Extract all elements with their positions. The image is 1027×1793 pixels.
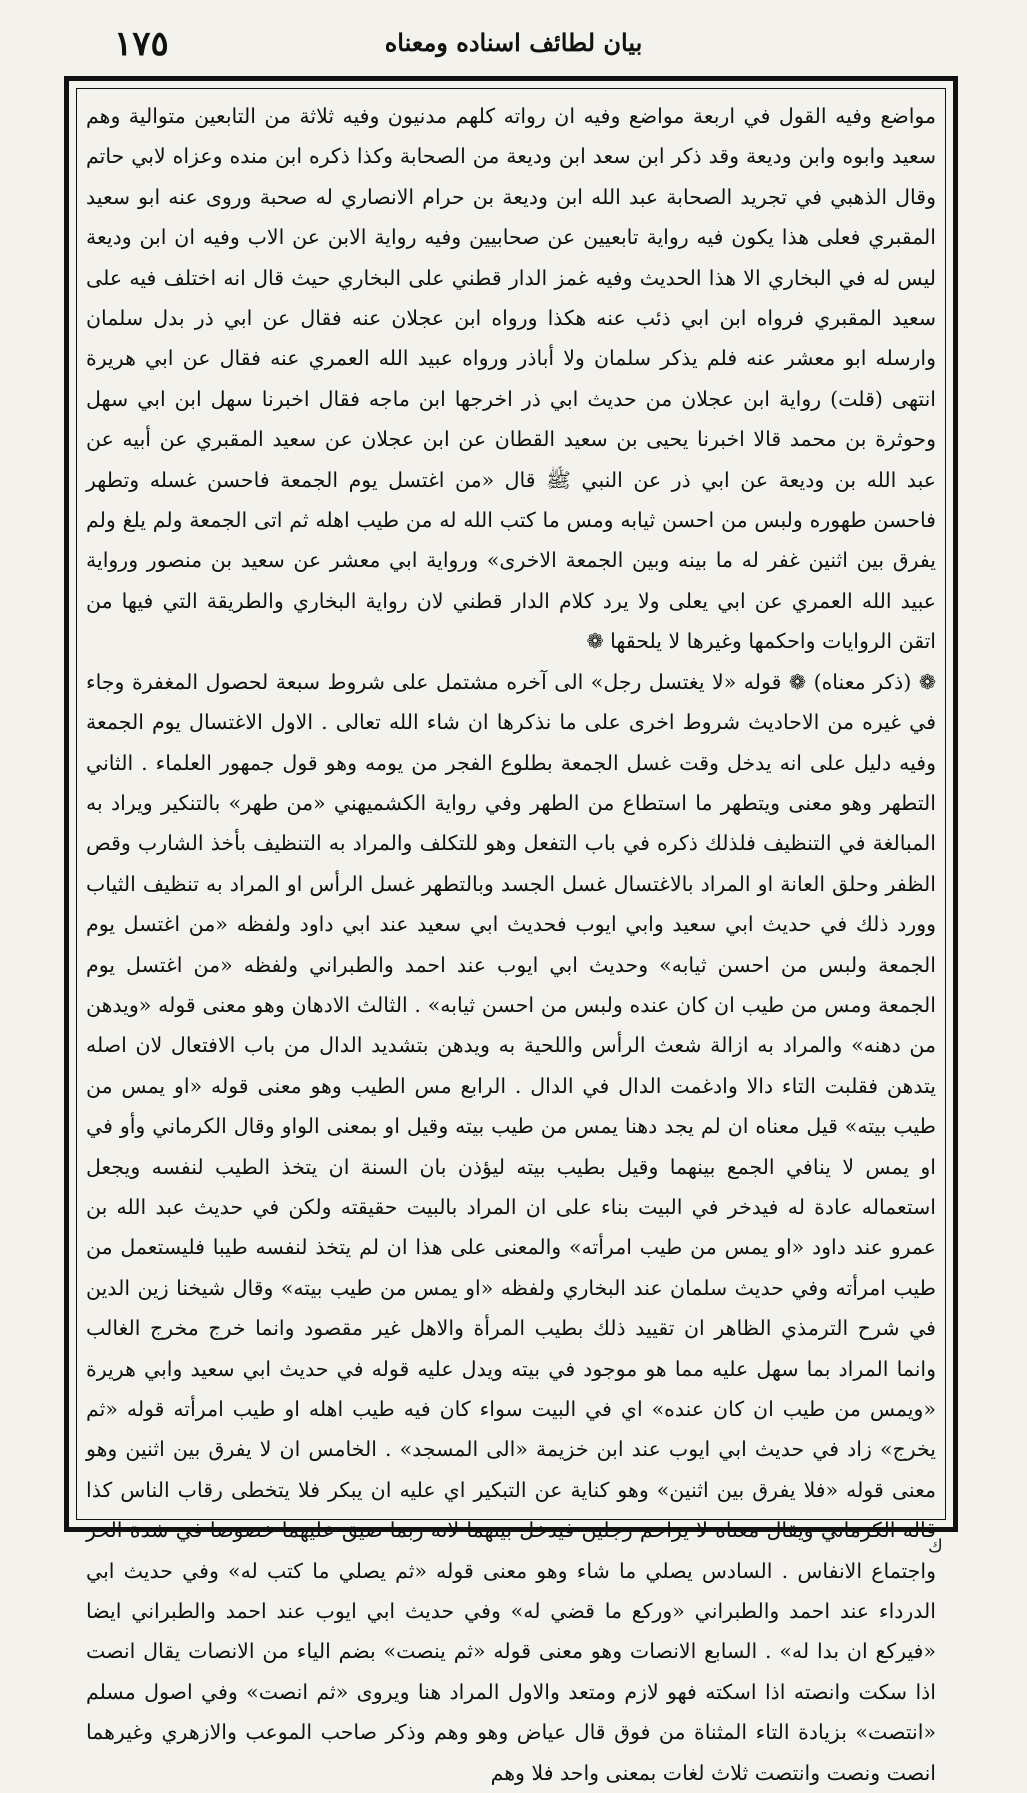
page-header (60, 14, 967, 76)
running-title: بيان لطائف اسناده ومعناه (384, 28, 643, 57)
paragraph-meaning: ❁ (ذكر معناه) ❁ قوله «لا يغتسل رجل» الى آخره مشتمل على شروط سبعة لحصول المغفرة وجاء في غيره من الاحاديث شروط اخرى على ما نذكرها ان شاء الله تعالى . الاول الاغتسال يوم الجمعة وفيه دليل على انه يدخل وقت غسل الجمعة بطلوع الفجر من يومه وهو قول جمهور العلماء . الثاني التطهر وهو معنى ويتطهر ما استطاع من الطهر وفي رواية الكشميهني «من طهر» بالتنكير ويراد به المبالغة في التنظيف فلذلك ذكره في باب التفعل وهو للتكلف والمراد به التنظيف بأخذ الشارب وقص الظفر وحلق العانة او المراد بالاغتسال غسل الجسد وبالتطهر غسل الرأس او المراد به تنظيف الثياب وورد ذلك في حديث ابي سعيد وابي ايوب فحديث ابي سعيد عند ابي داود ولفظه «من اغتسل يوم الجمعة ولبس من احسن ثيابه» وحديث ابي ايوب عند احمد والطبراني ولفظه «من اغتسل يوم الجمعة ومس من طيب ان كان عنده ولبس من احسن ثيابه» . الثالث الادهان وهو معنى قوله «ويدهن من دهنه» والمراد به ازالة شعث الرأس واللحية به ويدهن بتشديد الدال من باب الافتعال لان اصله يتدهن فقلبت التاء دالا وادغمت الدال في الدال . الرابع مس الطيب وهو معنى قوله «او يمس من طيب بيته» قيل معناه ان لم يجد دهنا يمس من طيب بيته وقيل او بمعنى الواو وقال الكرماني وأو في او يمس لا ينافي الجمع بينهما وقيل بطيب بيته ليؤذن بان السنة ان يتخذ الطيب لنفسه ويجعل استعماله عادة له فيدخر في البيت بناء على ان المراد بالبيت حقيقته ولكن في حديث عبد الله بن عمرو عند داود «او يمس من طيب امرأته» والمعنى على هذا ان لم يتخذ لنفسه طيبا فليستعمل من طيب امرأته وفي حديث سلمان عند البخاري ولفظه «او يمس من طيب بيته» وقال شيخنا زين الدين في شرح الترمذي الظاهر ان تقييد ذلك بطيب المرأة والاهل غير مقصود وانما خرج مخرج الغالب وانما المراد بما سهل عليه مما هو موجود في بيته ويدل عليه قوله في حديث ابي سعيد وابي هريرة «ويمس من طيب ان كان عنده» اي في البيت سواء كان فيه طيب اهله او طيب امرأته قوله «ثم يخرج» زاد في حديث ابي ايوب عند ابن خزيمة «الى المسجد» . الخامس ان لا يفرق بين اثنين وهو معنى قوله «فلا يفرق بين اثنين» وهو كناية عن التبكير اي عليه ان يبكر فلا يتخطى رقاب الناس كذا قاله الكرماني ويقال معناه لا يزاحم رجلين فيدخل بينهما لانه ربما ضيق عليهما خصوصا في شدة الحر واجتماع الانفاس . السادس يصلي ما شاء وهو معنى قوله «ثم يصلي ما كتب له» وفي حديث ابي الدرداء عند احمد والطبراني «وركع ما قضي له» وفي حديث ابي ايوب عند احمد والطبراني ايضا «فيركع ان بدا له» . السابع الانصات وهو معنى قوله «ثم ينصت» بضم الياء من الانصات يقال انصت اذا سكت وانصته اذا اسكته فهو لازم ومتعد والاول المراد هنا ويروى «ثم انصت» وفي اصول مسلم «انتصت» بزيادة التاء المثناة من فوق قال عياض وهو وهم وذكر صاحب الموعب والازهري وغيرهما انصت ونصت وانتصت ثلاث لغات بمعنى واحد فلا وهم (86, 669, 936, 1785)
corner-mark: ك (928, 1536, 943, 1557)
page-number: ١٧٥ (114, 24, 169, 64)
body-text (86, 96, 936, 1785)
paragraph-isnad: مواضع وفيه القول في اربعة مواضع وفيه ان رواته كلهم مدنيون وفيه ثلاثة من التابعين متوالية وهم سعيد وابوه وابن وديعة وقد ذكر ابن سعد ابن وديعة من الصحابة وكذا ذكره ابن منده وعزاه لابي حاتم وقال الذهبي في تجريد الصحابة عبد الله ابن وديعة بن حرام الانصاري له صحبة وروى عنه ابو سعيد المقبري فعلى هذا يكون فيه رواية تابعيين عن صحابيين وفيه رواية الابن عن الاب وفيه ان ابن وديعة ليس له في البخاري الا هذا الحديث وفيه غمز الدار قطني على البخاري حيث قال انه اختلف فيه على سعيد المقبري فرواه ابن ابي ذئب عنه هكذا ورواه ابن عجلان عنه فقال عن ابي ذر بدل سلمان وارسله ابو معشر عنه فلم يذكر سلمان ولا أباذر ورواه عبيد الله العمري عنه فقال عن ابي هريرة انتهى (قلت) رواية ابن عجلان من حديث ابي ذر اخرجها ابن ماجه فقال اخبرنا سهل ابن ابي سهل وحوثرة بن محمد قالا اخبرنا يحيى بن سعيد القطان عن ابن عجلان عن سعيد المقبري عن أبيه عن عبد الله بن وديعة عن ابي ذر عن النبي ﷺ قال «من اغتسل يوم الجمعة فاحسن غسله وتطهر فاحسن طهوره ولبس من احسن ثيابه ومس ما كتب الله له من طيب اهله ثم اتى الجمعة ولم يلغ ولم يفرق بين اثنين غفر له ما بينه وبين الجمعة الاخرى» ورواية ابي معشر عن سعيد بن منصور ورواية عبيد الله العمري عن ابي يعلى ولا يرد كلام الدار قطني لان رواية البخاري والطريقة التي فيها من اتقن الروايات واحكمها وغيرها لا يلحقها ❁ (86, 104, 936, 654)
